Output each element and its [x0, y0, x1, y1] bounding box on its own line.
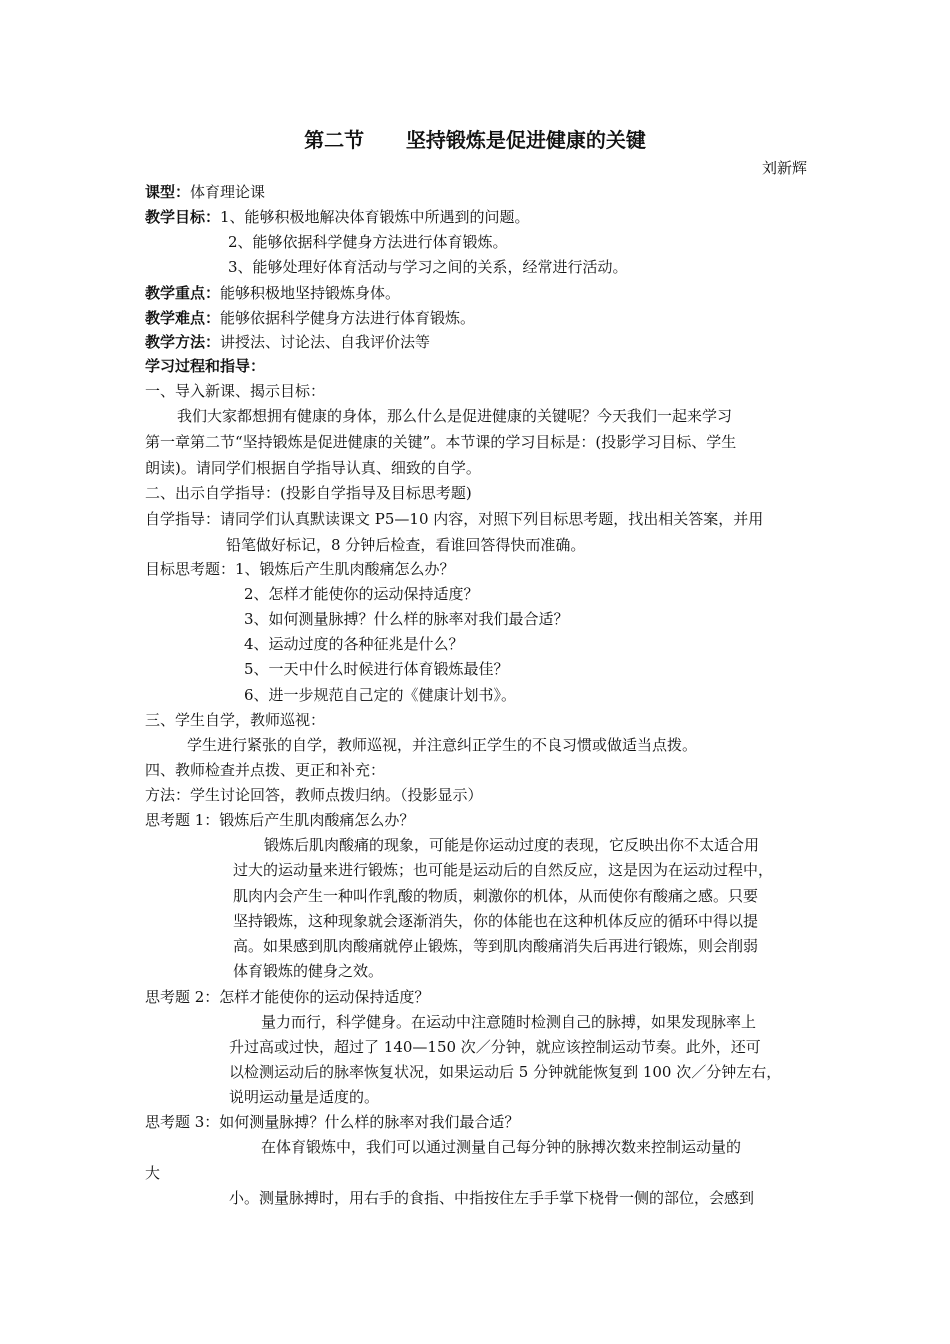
section-1-paragraph-line: 第一章第二节“坚持锻炼是促进健康的关键”。本节课的学习目标是：(投影学习目标、学生: [145, 433, 737, 451]
question-1-title: 思考题 1：锻炼后产生肌肉酸痛怎么办？: [145, 811, 415, 829]
section-3-heading: 三、学生自学，教师巡视：: [145, 711, 326, 729]
difficulty-label: 教学难点：: [145, 309, 221, 327]
process-heading: 学习过程和指导：: [145, 357, 266, 375]
goal-item: 1、能够积极地解决体育锻炼中所遇到的问题。: [220, 208, 530, 226]
focus-line: [145, 283, 400, 303]
question-1-answer-line: 锻炼后肌肉酸痛的现象，可能是你运动过度的表现，它反映出你不太适合用: [264, 836, 760, 854]
goal-question: 4、运动过度的各种征兆是什么？: [244, 635, 464, 653]
page-title: 第二节 坚持锻炼是促进健康的关键: [304, 128, 646, 152]
course-type-label: 课型：: [145, 183, 191, 201]
question-2-answer-line: 以检测运动后的脉率恢复状况，如果运动后 5 分钟就能恢复到 100 次／分钟左右，: [229, 1063, 782, 1081]
question-3-answer-line: 小。测量脉搏时，用右手的食指、中指按住左手手掌下桡骨一侧的部位，会感到: [229, 1189, 755, 1207]
question-1-answer-line: 坚持锻炼，这种现象就会逐渐消失，你的体能也在这种机体反应的循环中得以提: [233, 912, 759, 930]
section-2-heading: 二、出示自学指导：(投影自学指导及目标思考题): [145, 484, 472, 502]
goal-question: 2、怎样才能使你的运动保持适度？: [244, 585, 479, 603]
goal-question: 1、锻炼后产生肌肉酸痛怎么办？: [235, 560, 455, 578]
goal-item: 2、能够依据科学健身方法进行体育锻炼。: [228, 233, 508, 251]
section-1-paragraph-line: 朗读)。请同学们根据自学指导认真、细致的自学。: [145, 459, 481, 477]
method-line: [145, 332, 430, 352]
question-1-answer-line: 肌肉内会产生一种叫作乳酸的物质，刺激你的机体，从而使你有酸痛之感。只要: [233, 887, 759, 905]
question-2-answer-line: 量力而行，科学健身。在运动中注意随时检测自己的脉搏，如果发现脉率上: [261, 1013, 757, 1031]
method-label: 教学方法：: [145, 333, 221, 351]
goal-questions-label: 目标思考题：: [145, 560, 236, 578]
self-study-guide-line: 铅笔做好标记，8 分钟后检查，看谁回答得快而准确。: [226, 536, 586, 554]
self-study-guide-line: 自学指导：请同学们认真默读课文 P5—10 内容，对照下列目标思考题，找出相关答案，并用: [145, 510, 764, 528]
difficulty-line: [145, 308, 475, 328]
section-3-text: 学生进行紧张的自学，教师巡视，并注意纠正学生的不良习惯或做适当点拨。: [187, 736, 698, 754]
section-4-method: 方法：学生讨论回答，教师点拨归纳。（投影显示）: [145, 786, 483, 804]
difficulty-value: 能够依据科学健身方法进行体育锻炼。: [220, 309, 476, 327]
question-3-answer-line: 大: [145, 1164, 161, 1182]
question-1-answer-line: 体育锻炼的健身之效。: [233, 962, 384, 980]
goal-item: 3、能够处理好体育活动与学习之间的关系，经常进行活动。: [228, 258, 628, 276]
section-1-paragraph-line: 我们大家都想拥有健康的身体，那么什么是促进健康的关键呢？今天我们一起来学习: [177, 407, 733, 425]
goals-label: 教学目标：: [145, 208, 221, 226]
section-4-heading: 四、教师检查并点拨、更正和补充：: [145, 761, 386, 779]
question-1-answer-line: 高。如果感到肌肉酸痛就停止锻炼，等到肌肉酸痛消失后再进行锻炼，则会削弱: [233, 937, 759, 955]
focus-value: 能够积极地坚持锻炼身体。: [220, 284, 401, 302]
course-type-line: [145, 182, 265, 202]
section-1-heading: 一、导入新课、揭示目标：: [145, 382, 326, 400]
question-1-answer-line: 过大的运动量来进行锻炼；也可能是运动后的自然反应，这是因为在运动过程中，: [233, 861, 774, 879]
method-value: 讲授法、讨论法、自我评价法等: [220, 333, 431, 351]
goal-questions-line: [145, 559, 455, 579]
question-2-answer-line: 升过高或过快，超过了 140—150 次／分钟，就应该控制运动节奏。此外，还可: [229, 1038, 761, 1056]
goal-question: 3、如何测量脉搏？什么样的脉率对我们最合适？: [244, 610, 569, 628]
goal-question: 5、一天中什么时候进行体育锻炼最佳？: [244, 660, 509, 678]
author-name: 刘新辉: [761, 159, 807, 177]
focus-label: 教学重点：: [145, 284, 221, 302]
course-type-value: 体育理论课: [190, 183, 266, 201]
goal-question: 6、进一步规范自己定的《健康计划书》。: [244, 686, 517, 704]
goals-line: [145, 207, 530, 227]
question-3-title: 思考题 3：如何测量脉搏？什么样的脉率对我们最合适？: [145, 1113, 520, 1131]
question-2-title: 思考题 2：怎样才能使你的运动保持适度？: [145, 988, 430, 1006]
question-2-answer-line: 说明运动量是适度的。: [229, 1088, 380, 1106]
question-3-answer-line: 在体育锻炼中，我们可以通过测量自己每分钟的脉搏次数来控制运动量的: [261, 1138, 742, 1156]
